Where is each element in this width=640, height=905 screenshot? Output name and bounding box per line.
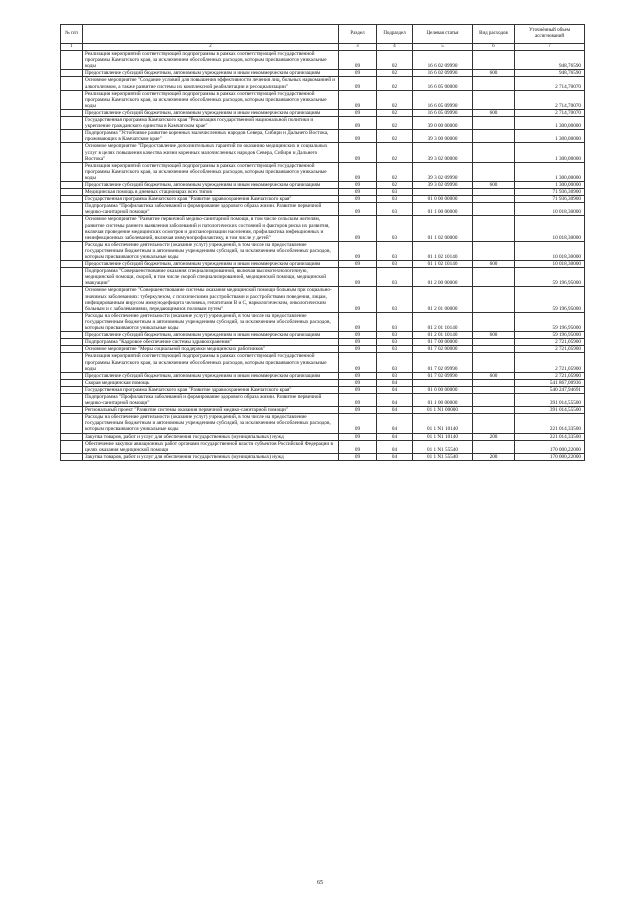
row-razdel-cell: 09 [339, 216, 377, 241]
row-target-article-cell: 01 7 02 09990 [413, 353, 473, 372]
row-expense-type-cell: 200 [473, 433, 515, 440]
row-target-article-cell: 01 2 01 10140 [413, 332, 473, 339]
row-amount-cell: 1 300,00000 [515, 117, 585, 130]
row-target-article-cell: 01 2 01 00000 [413, 287, 473, 312]
row-target-article-cell: 01 1 N1 10140 [413, 414, 473, 433]
table-row [61, 109, 585, 116]
row-razdel-cell: 09 [339, 414, 377, 433]
row-name-cell: Реализация мероприятий соответствующей подпрограммы в рамках соответствующей государственной программы Камчатского края, за исключением обособленных расходов, которым присваиваются уникальные коды [83, 162, 339, 181]
table-row [61, 353, 585, 372]
table-row [61, 268, 585, 287]
row-name-cell: Государственная программа Камчатского края "Реализация государственной национальной политики и укрепление гражданского единства в Камчатском крае" [83, 117, 339, 130]
row-podrazdel-cell: 04 [377, 433, 413, 440]
row-podrazdel-cell: 03 [377, 203, 413, 216]
row-podrazdel-cell: 02 [377, 181, 413, 188]
row-expense-type-cell [473, 339, 515, 346]
row-name-cell: Расходы на обеспечение деятельности (оказание услуг) учреждений, в том числе на предоставление государственным бюджетным и автономным учреждениям субсидий, за исключением обособленных расходов, которым присваиваются уникальные коды [83, 414, 339, 433]
row-razdel-cell: 09 [339, 261, 377, 268]
row-target-article-cell: 01 7 00 00000 [413, 339, 473, 346]
row-target-article-cell: 16 6 05 09990 [413, 90, 473, 109]
row-podrazdel-cell: 02 [377, 130, 413, 143]
row-number-cell [61, 77, 83, 90]
row-podrazdel-cell: 03 [377, 216, 413, 241]
table-row [61, 216, 585, 241]
row-target-article-cell: 01 1 02 10140 [413, 261, 473, 268]
row-razdel-cell: 09 [339, 339, 377, 346]
header-amount: Уточнённый объем ассигнований [515, 25, 585, 44]
row-razdel-cell: 09 [339, 181, 377, 188]
row-target-article-cell: 01 2 00 00000 [413, 268, 473, 287]
budget-table [60, 24, 585, 461]
header-num: № п/п [61, 25, 83, 44]
row-amount-cell: 59 196,95000 [515, 312, 585, 331]
row-amount-cell: 391 014,55500 [515, 393, 585, 406]
row-razdel-cell: 09 [339, 287, 377, 312]
row-number-cell [61, 433, 83, 440]
table-row [61, 189, 585, 196]
table-row [61, 339, 585, 346]
table-row [61, 386, 585, 393]
table-row [61, 346, 585, 353]
row-razdel-cell: 09 [339, 196, 377, 203]
table-row [61, 117, 585, 130]
row-expense-type-cell: 200 [473, 453, 515, 460]
row-expense-type-cell [473, 117, 515, 130]
row-podrazdel-cell: 03 [377, 287, 413, 312]
row-razdel-cell: 09 [339, 189, 377, 196]
row-expense-type-cell [473, 440, 515, 453]
row-expense-type-cell [473, 353, 515, 372]
row-razdel-cell: 09 [339, 117, 377, 130]
row-number-cell [61, 51, 83, 70]
row-target-article-cell: 01 1 00 00000 [413, 393, 473, 406]
row-name-cell: Подпрограмма "Профилактика заболеваний и формирование здорового образа жизни. Развитие первичной медико-санитарной помощи" [83, 393, 339, 406]
row-target-article-cell: 16 6 05 00000 [413, 77, 473, 90]
row-razdel-cell: 09 [339, 109, 377, 116]
row-podrazdel-cell: 03 [377, 241, 413, 260]
row-amount-cell: 1 300,00000 [515, 162, 585, 181]
row-expense-type-cell [473, 407, 515, 414]
table-row [61, 241, 585, 260]
row-number-cell [61, 143, 83, 162]
row-target-article-cell: 39 3 02 00000 [413, 143, 473, 162]
row-number-cell [61, 407, 83, 414]
column-number: 7 [515, 44, 585, 51]
row-expense-type-cell [473, 346, 515, 353]
table-row [61, 196, 585, 203]
row-podrazdel-cell: 03 [377, 312, 413, 331]
header-name [83, 25, 339, 44]
row-razdel-cell: 09 [339, 353, 377, 372]
table-row [61, 181, 585, 188]
page-number: 65 [317, 880, 323, 886]
row-target-article-cell: 01 1 N1 00000 [413, 407, 473, 414]
row-name-cell: Региональный проект "Развитие системы оказания первичной медико-санитарной помощи" [83, 407, 339, 414]
row-expense-type-cell [473, 77, 515, 90]
row-razdel-cell: 09 [339, 143, 377, 162]
header-target-article: Целевая статья [413, 25, 473, 44]
row-razdel-cell: 09 [339, 379, 377, 386]
column-number: 5 [413, 44, 473, 51]
row-razdel-cell: 09 [339, 51, 377, 70]
header-row [61, 25, 585, 44]
row-name-cell: Скорая медицинская помощь [83, 379, 339, 386]
row-expense-type-cell: 600 [473, 70, 515, 77]
row-podrazdel-cell: 03 [377, 332, 413, 339]
row-podrazdel-cell: 04 [377, 393, 413, 406]
row-amount-cell: 948,76590 [515, 70, 585, 77]
row-razdel-cell: 09 [339, 203, 377, 216]
row-podrazdel-cell: 04 [377, 414, 413, 433]
row-expense-type-cell [473, 203, 515, 216]
row-number-cell [61, 117, 83, 130]
row-expense-type-cell [473, 216, 515, 241]
row-podrazdel-cell: 02 [377, 109, 413, 116]
row-podrazdel-cell: 03 [377, 189, 413, 196]
row-razdel-cell: 09 [339, 393, 377, 406]
row-amount-cell: 2 714,70070 [515, 109, 585, 116]
row-expense-type-cell: 600 [473, 181, 515, 188]
row-podrazdel-cell: 03 [377, 353, 413, 372]
row-target-article-cell: 39 0 00 00000 [413, 117, 473, 130]
row-name-cell: Реализация мероприятий соответствующей подпрограммы в рамках соответствующей государственной программы Камчатского края, за исключением обособленных расходов, которым присваиваются уникальные коды [83, 90, 339, 109]
row-amount-cell: 2 714,70070 [515, 90, 585, 109]
row-number-cell [61, 216, 83, 241]
row-name-cell: Предоставление субсидий бюджетным, автономным учреждениям и иным некоммерческим организациям [83, 332, 339, 339]
table-row [61, 203, 585, 216]
row-podrazdel-cell: 04 [377, 453, 413, 460]
row-number-cell [61, 339, 83, 346]
row-target-article-cell: 01 1 02 10140 [413, 241, 473, 260]
table-row [61, 440, 585, 453]
row-expense-type-cell: 600 [473, 261, 515, 268]
row-target-article-cell: 39 3 00 00000 [413, 130, 473, 143]
row-razdel-cell: 09 [339, 433, 377, 440]
row-number-cell [61, 440, 83, 453]
row-name-cell: Расходы на обеспечение деятельности (оказание услуг) учреждений, в том числе на предоставление государственным бюджетным и автономным учреждениям субсидий, за исключением обособленных расходов, которым присваиваются уникальные коды [83, 312, 339, 331]
row-name-cell: Расходы на обеспечение деятельности (оказание услуг) учреждений, в том числе на предоставление государственным бюджетным и автономным учреждениям субсидий, за исключением обособленных расходов, которым присваиваются уникальные коды [83, 241, 339, 260]
row-expense-type-cell [473, 241, 515, 260]
row-target-article-cell: 01 1 02 00000 [413, 216, 473, 241]
row-podrazdel-cell: 02 [377, 77, 413, 90]
row-podrazdel-cell: 02 [377, 70, 413, 77]
row-target-article-cell: 01 0 00 00000 [413, 386, 473, 393]
row-target-article-cell: 16 6 05 09990 [413, 109, 473, 116]
row-target-article-cell: 01 7 02 09990 [413, 372, 473, 379]
column-number-row [61, 44, 585, 51]
row-expense-type-cell [473, 386, 515, 393]
row-razdel-cell: 09 [339, 130, 377, 143]
row-name-cell: Основное мероприятие "Меры социальной поддержки медицинских работников" [83, 346, 339, 353]
row-razdel-cell: 09 [339, 407, 377, 414]
row-razdel-cell: 09 [339, 90, 377, 109]
table-row [61, 379, 585, 386]
row-razdel-cell: 09 [339, 70, 377, 77]
row-number-cell [61, 109, 83, 116]
row-amount-cell: 10 018,30000 [515, 216, 585, 241]
row-number-cell [61, 241, 83, 260]
row-amount-cell: 2 721,05900 [515, 339, 585, 346]
row-number-cell [61, 287, 83, 312]
row-target-article-cell: 39 3 02 09990 [413, 162, 473, 181]
row-razdel-cell: 09 [339, 268, 377, 287]
row-number-cell [61, 414, 83, 433]
row-podrazdel-cell: 02 [377, 90, 413, 109]
table-row [61, 453, 585, 460]
table-row [61, 130, 585, 143]
row-expense-type-cell [473, 196, 515, 203]
budget-table-sheet [60, 24, 584, 461]
row-name-cell: Основное мероприятие "Создание условий для повышения эффективности лечения лиц, больных наркоманией и алкоголизмом, а также развитие системы их комплексной реабилитации и ресоциализации" [83, 77, 339, 90]
table-row [61, 332, 585, 339]
row-podrazdel-cell: 03 [377, 346, 413, 353]
row-expense-type-cell [473, 189, 515, 196]
row-name-cell: Основное мероприятие "Развитие первичной медико-санитарной помощи, в том числе сельским жителям, развитие системы раннего выявления заболеваний и патологических состояний и факторов риска их развития, включая проведение медицинских осмотров и диспансеризации населения, профилактика инфекционных и неинфекционных заболеваний, включая иммунопрофилактику, в том числе у детей" [83, 216, 339, 241]
row-expense-type-cell [473, 90, 515, 109]
row-podrazdel-cell: 04 [377, 379, 413, 386]
row-number-cell [61, 90, 83, 109]
row-target-article-cell: 01 1 00 00000 [413, 203, 473, 216]
row-target-article-cell: 16 6 02 09990 [413, 70, 473, 77]
row-target-article-cell: 39 3 02 09990 [413, 181, 473, 188]
row-name-cell: Закупка товаров, работ и услуг для обеспечения государственных (муниципальных) нужд [83, 453, 339, 460]
row-number-cell [61, 268, 83, 287]
row-target-article-cell: 01 7 02 00000 [413, 346, 473, 353]
row-name-cell: Основное мероприятие "Совершенствование системы оказания медицинской помощи больным при социально-значимых заболеваниях: туберкулезом, с психическими расстройствами и расстройствами поведения, лицам, инфицированным вирусом иммунодефицита человека, гепатитами B и C, наркологическим, онкологическим больным и с заболеваниями, передающимися половым путем" [83, 287, 339, 312]
row-razdel-cell: 09 [339, 77, 377, 90]
row-expense-type-cell [473, 130, 515, 143]
row-amount-cell: 2 721,05900 [515, 353, 585, 372]
row-amount-cell: 221 014,33500 [515, 433, 585, 440]
row-target-article-cell [413, 379, 473, 386]
row-name-cell: Реализация мероприятий соответствующей подпрограммы в рамках соответствующей государственной программы Камчатского края, за исключением обособленных расходов, которым присваиваются уникальные коды [83, 353, 339, 372]
table-row [61, 261, 585, 268]
table-row [61, 162, 585, 181]
column-number: 3 [339, 44, 377, 51]
table-row [61, 393, 585, 406]
row-target-article-cell: 16 6 02 09990 [413, 51, 473, 70]
row-amount-cell: 170 000,22000 [515, 453, 585, 460]
row-target-article-cell: 01 1 N1 10140 [413, 433, 473, 440]
row-amount-cell: 2 721,05900 [515, 372, 585, 379]
row-amount-cell: 10 018,30000 [515, 241, 585, 260]
row-podrazdel-cell: 02 [377, 143, 413, 162]
row-podrazdel-cell: 03 [377, 196, 413, 203]
row-razdel-cell: 09 [339, 372, 377, 379]
row-expense-type-cell: 600 [473, 109, 515, 116]
row-number-cell [61, 70, 83, 77]
row-amount-cell: 2 721,05900 [515, 346, 585, 353]
row-number-cell [61, 261, 83, 268]
row-amount-cell: 948,76590 [515, 51, 585, 70]
table-row [61, 51, 585, 70]
row-razdel-cell: 09 [339, 440, 377, 453]
row-razdel-cell: 09 [339, 312, 377, 331]
row-razdel-cell: 09 [339, 162, 377, 181]
row-number-cell [61, 386, 83, 393]
row-expense-type-cell [473, 414, 515, 433]
row-number-cell [61, 312, 83, 331]
row-name-cell: Подпрограмма "Профилактика заболеваний и формирование здорового образа жизни. Развитие первичной медико-санитарной помощи" [83, 203, 339, 216]
row-amount-cell: 540 247,94691 [515, 386, 585, 393]
row-number-cell [61, 332, 83, 339]
row-razdel-cell: 09 [339, 346, 377, 353]
row-expense-type-cell [473, 51, 515, 70]
table-row [61, 70, 585, 77]
row-amount-cell: 221 014,33500 [515, 414, 585, 433]
row-amount-cell: 1 300,00000 [515, 130, 585, 143]
row-name-cell: Реализация мероприятий соответствующей подпрограммы в рамках соответствующей государственной программы Камчатского края, за исключением обособленных расходов, которым присваиваются уникальные коды [83, 51, 339, 70]
row-podrazdel-cell: 04 [377, 440, 413, 453]
table-row [61, 407, 585, 414]
row-razdel-cell: 09 [339, 453, 377, 460]
row-expense-type-cell [473, 393, 515, 406]
row-name-cell: Предоставление субсидий бюджетным, автономным учреждениям и иным некоммерческим организациям [83, 109, 339, 116]
row-podrazdel-cell: 02 [377, 51, 413, 70]
column-number: 1 [61, 44, 83, 51]
row-number-cell [61, 196, 83, 203]
row-name-cell: Закупка товаров, работ и услуг для обеспечения государственных (муниципальных) нужд [83, 433, 339, 440]
row-number-cell [61, 189, 83, 196]
row-podrazdel-cell: 02 [377, 117, 413, 130]
row-expense-type-cell [473, 143, 515, 162]
table-row [61, 77, 585, 90]
row-expense-type-cell [473, 268, 515, 287]
table-row [61, 143, 585, 162]
row-expense-type-cell [473, 162, 515, 181]
column-number: 4 [377, 44, 413, 51]
row-name-cell: Государственная программа Камчатского края "Развитие здравоохранения Камчатского края" [83, 386, 339, 393]
row-name-cell: Предоставление субсидий бюджетным, автономным учреждениям и иным некоммерческим организациям [83, 372, 339, 379]
row-expense-type-cell [473, 287, 515, 312]
row-razdel-cell: 09 [339, 241, 377, 260]
row-amount-cell: 541 867,00936 [515, 379, 585, 386]
header-expense-type: Вид расходов [473, 25, 515, 44]
row-podrazdel-cell: 03 [377, 339, 413, 346]
header-podrazdel: Подраздел [377, 25, 413, 44]
row-amount-cell: 2 714,70070 [515, 77, 585, 90]
row-name-cell: Обеспечение закупки авиационных работ органами государственной власти субъектов Российской Федерации в целях оказания медицинской помощи [83, 440, 339, 453]
row-name-cell: Основное мероприятие "Предоставление дополнительных гарантий по оказанию медицинских и социальных услуг в целях повышения качества жизни коренных малочисленных народов Севера, Сибири и Дальнего Востока" [83, 143, 339, 162]
row-number-cell [61, 453, 83, 460]
table-row [61, 372, 585, 379]
row-amount-cell: 391 014,55500 [515, 407, 585, 414]
row-expense-type-cell [473, 379, 515, 386]
row-number-cell [61, 130, 83, 143]
row-name-cell: Предоставление субсидий бюджетным, автономным учреждениям и иным некоммерческим организациям [83, 181, 339, 188]
row-podrazdel-cell: 03 [377, 372, 413, 379]
row-amount-cell: 71 936,30900 [515, 189, 585, 196]
row-podrazdel-cell: 04 [377, 407, 413, 414]
row-name-cell: Медицинская помощь в дневных стационарах всех типов [83, 189, 339, 196]
row-name-cell: Подпрограмма "Кадровое обеспечение системы здравоохранения" [83, 339, 339, 346]
header-razdel: Раздел [339, 25, 377, 44]
row-expense-type-cell: 600 [473, 372, 515, 379]
row-number-cell [61, 372, 83, 379]
row-amount-cell: 59 196,95000 [515, 332, 585, 339]
column-number: 6 [473, 44, 515, 51]
row-target-article-cell: 01 1 N1 55540 [413, 440, 473, 453]
row-amount-cell: 1 300,00000 [515, 181, 585, 188]
row-podrazdel-cell: 03 [377, 261, 413, 268]
row-number-cell [61, 181, 83, 188]
row-name-cell: Предоставление субсидий бюджетным, автономным учреждениям и иным некоммерческим организациям [83, 261, 339, 268]
row-amount-cell: 59 196,95000 [515, 268, 585, 287]
row-expense-type-cell [473, 312, 515, 331]
table-row [61, 433, 585, 440]
table-row [61, 312, 585, 331]
row-target-article-cell: 01 1 N1 55540 [413, 453, 473, 460]
row-podrazdel-cell: 02 [377, 162, 413, 181]
row-razdel-cell: 09 [339, 386, 377, 393]
row-number-cell [61, 379, 83, 386]
row-amount-cell: 71 936,30900 [515, 196, 585, 203]
table-row [61, 90, 585, 109]
row-name-cell: Предоставление субсидий бюджетным, автономным учреждениям и иным некоммерческим организациям [83, 70, 339, 77]
row-amount-cell: 10 018,30000 [515, 203, 585, 216]
row-podrazdel-cell: 04 [377, 386, 413, 393]
row-razdel-cell: 09 [339, 332, 377, 339]
row-number-cell [61, 393, 83, 406]
row-target-article-cell: 01 2 01 10140 [413, 312, 473, 331]
row-amount-cell: 10 018,30000 [515, 261, 585, 268]
row-amount-cell: 1 300,00000 [515, 143, 585, 162]
row-expense-type-cell: 600 [473, 332, 515, 339]
row-target-article-cell: 01 0 00 00000 [413, 196, 473, 203]
row-number-cell [61, 162, 83, 181]
column-number: 2 [83, 44, 339, 51]
row-name-cell: Подпрограмма "Устойчивое развитие коренных малочисленных народов Севера, Сибири и Дальнего Востока, проживающих в Камчатском крае" [83, 130, 339, 143]
table-row [61, 414, 585, 433]
row-number-cell [61, 203, 83, 216]
row-podrazdel-cell: 03 [377, 268, 413, 287]
row-number-cell [61, 346, 83, 353]
row-name-cell: Государственная программа Камчатского края "Развитие здравоохранения Камчатского края" [83, 196, 339, 203]
row-number-cell [61, 353, 83, 372]
row-target-article-cell [413, 189, 473, 196]
row-amount-cell: 170 000,22000 [515, 440, 585, 453]
row-name-cell: Подпрограмма "Совершенствование оказания специализированной, включая высокотехнологичную, медицинской помощи, скорой, в том числе скорой специализированной, медицинской помощи, медицинской эвакуации" [83, 268, 339, 287]
table-row [61, 287, 585, 312]
row-amount-cell: 59 196,95000 [515, 287, 585, 312]
